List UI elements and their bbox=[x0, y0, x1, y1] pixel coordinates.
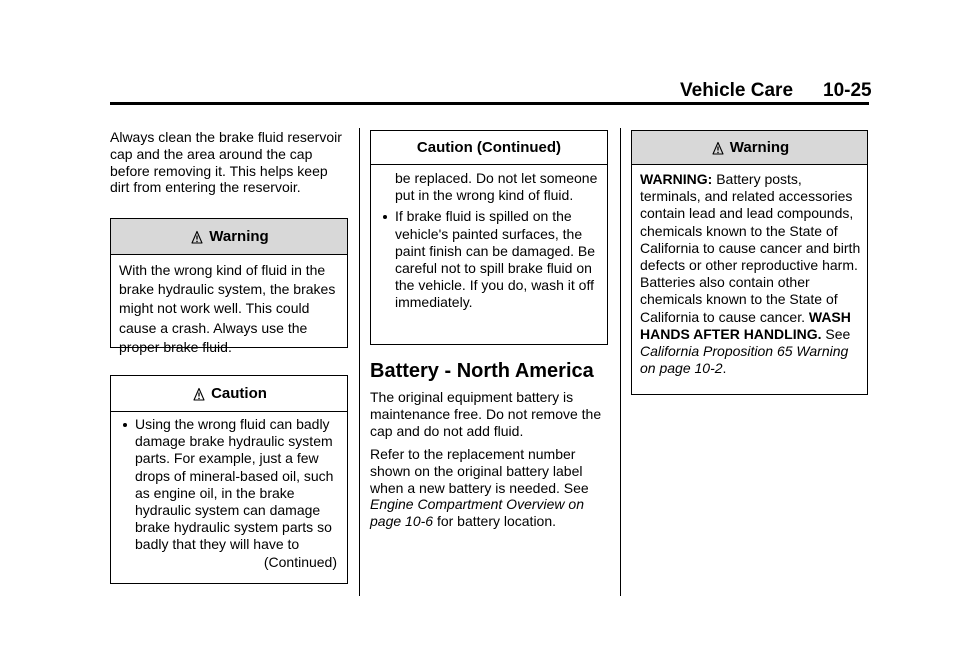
page-number: 10-25 bbox=[823, 80, 872, 101]
warning-icon bbox=[710, 140, 726, 156]
caution-bullet-text: Using the wrong fluid can badly damage brake hydraulic system parts. For example, just a few drops of mineral-based oil, such as engine oil, in the brake hydraulic system can damage brake hydraulic system parts so badly that they will have to bbox=[135, 416, 334, 553]
column-divider bbox=[359, 128, 360, 596]
battery-paragraph: The original equipment battery is maintenance free. Do not remove the cap and do not add fluid. bbox=[370, 389, 602, 439]
warning-text: Battery posts, terminals, and related accessories contain lead and lead compounds, chemicals known to the State of California to cause cancer and birth defects or other reproductive harm. Batteries also contain other chemicals known to the State of California to cause cancer. bbox=[640, 171, 861, 325]
battery-paragraph-2 bbox=[370, 446, 606, 530]
caution-continuation-text: be replaced. Do not let someone put in the wrong kind of fluid. bbox=[395, 170, 598, 204]
chapter-title: Vehicle Care bbox=[680, 80, 794, 101]
warning-box bbox=[110, 218, 348, 355]
warning-icon bbox=[191, 386, 207, 402]
warning-body: With the wrong kind of fluid in the brake hydraulic system, the brakes might not work well. This could cause a crash. Always use the proper brake fluid. bbox=[119, 262, 336, 355]
caution-bullet-text: If brake fluid is spilled on the vehicle's painted surfaces, the paint finish can be damaged. Be careful not to spill brake fluid on the vehicle. If you do, wash it off immediately. bbox=[395, 208, 596, 311]
bullet-icon bbox=[123, 423, 127, 427]
caution-box bbox=[110, 375, 348, 584]
cross-reference-link[interactable]: Engine Compartment Overview on page 10-6 bbox=[370, 496, 584, 530]
caution-continued-box bbox=[370, 130, 608, 345]
caution-body bbox=[111, 412, 347, 571]
warning-body bbox=[632, 165, 867, 377]
intro-paragraph: Always clean the brake fluid reservoir cap and the area around the cap before removing it. This helps keep dirt from entering the reservoir. bbox=[110, 129, 342, 196]
bullet-icon bbox=[383, 215, 387, 219]
section-heading: Battery - North America bbox=[370, 360, 594, 382]
header-rule bbox=[110, 102, 869, 105]
column-divider bbox=[620, 128, 621, 596]
caution-header bbox=[111, 376, 347, 412]
paragraph-text: for battery location. bbox=[436, 513, 557, 530]
cross-reference-link[interactable]: California Proposition 65 Warning on page 10-2 bbox=[640, 343, 849, 377]
caution-continued-body bbox=[371, 165, 607, 312]
continued-label: (Continued) bbox=[263, 553, 337, 570]
warning-icon bbox=[189, 229, 205, 245]
caution-bullet bbox=[119, 416, 339, 554]
warning-header bbox=[111, 219, 347, 255]
caution-bullet bbox=[379, 208, 599, 311]
period: . bbox=[722, 360, 727, 377]
warning-title: Warning bbox=[209, 228, 269, 245]
warning-bold-tail: WASH HANDS AFTER HANDLING. bbox=[640, 308, 851, 342]
warning-header bbox=[632, 131, 867, 165]
caution-title: Caution bbox=[211, 385, 267, 402]
battery-warning-box bbox=[631, 130, 868, 395]
warning-lead: WARNING: bbox=[640, 171, 713, 187]
warning-title: Warning bbox=[729, 139, 790, 156]
paragraph-text: Refer to the replacement number shown on the original battery label when a new battery is needed. See bbox=[370, 446, 589, 496]
see-label: See bbox=[825, 325, 851, 342]
caution-continued-header: Caution (Continued) bbox=[371, 131, 607, 165]
